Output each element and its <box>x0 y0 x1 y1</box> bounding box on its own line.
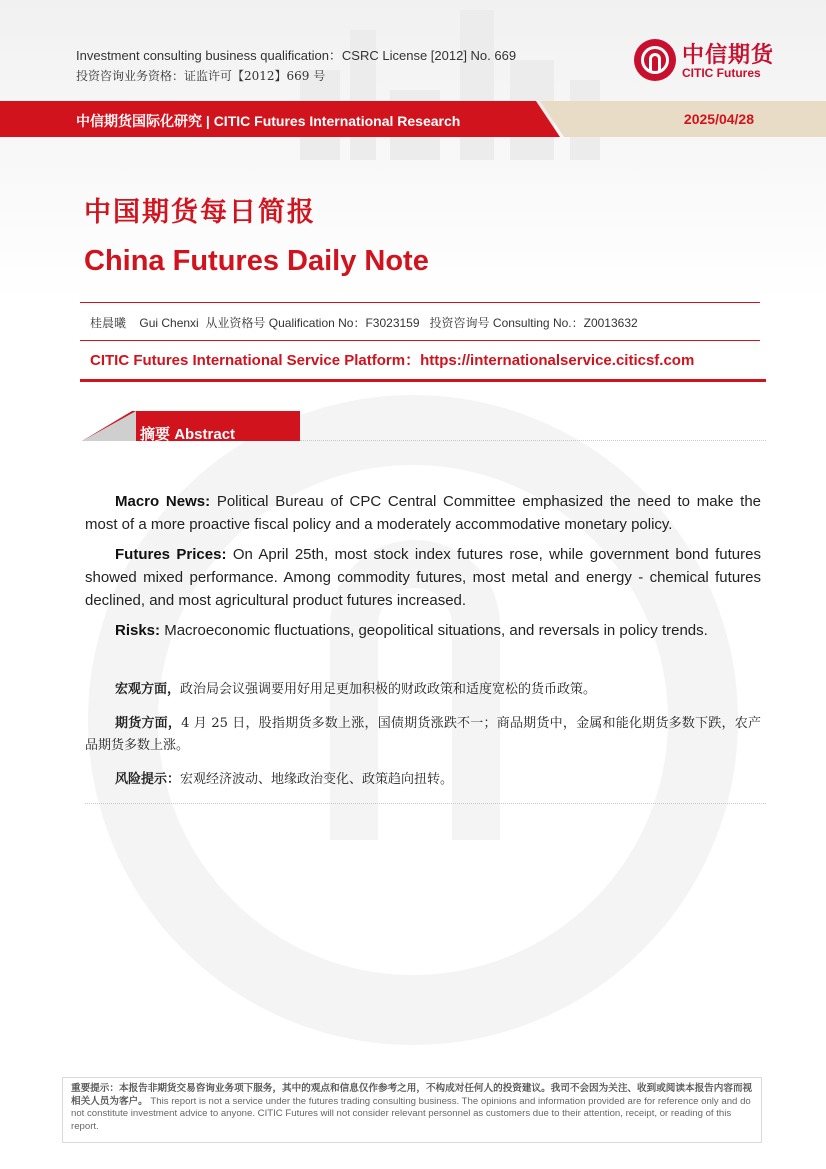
abstract-english <box>85 490 761 649</box>
page-title-cn: 中国期货每日简报 <box>84 197 316 228</box>
consulting-label-cn: 投资咨询号 <box>429 316 490 330</box>
logo-text-en: CITIC Futures <box>682 66 761 80</box>
thick-divider <box>80 379 766 382</box>
disclaimer-box <box>62 1077 762 1143</box>
page-title-en: China Futures Daily Note <box>84 245 429 277</box>
paragraph <box>85 490 761 536</box>
banner-label-cn: 中信期货国际化研究 <box>76 114 202 130</box>
paragraph <box>85 619 761 642</box>
qualification-en: Investment consulting business qualification：CSRC License [2012] No. 669 <box>76 48 517 63</box>
paragraph <box>85 769 761 791</box>
paragraph-text: 4 月 25 日，股指期货多数上涨，国债期货涨跌不一；商品期货中，金属和能化期货多数下跌，农产品期货多数上涨。 <box>85 716 761 753</box>
citic-logo-icon <box>634 39 676 81</box>
author-name-en: Gui Chenxi <box>139 316 199 330</box>
paragraph-text: Political Bureau of CPC Central Committee emphasized the need to make the most of a more proactive fiscal policy and a moderately accommodative monetary policy. <box>85 493 762 533</box>
paragraph-text: 宏观经济波动、地缘政治变化、政策趋向扭转。 <box>180 772 454 787</box>
paragraph-label: 期货方面， <box>115 716 182 731</box>
report-date: 2025/04/28 <box>683 111 754 127</box>
qualification-label-cn: 从业资格号 <box>205 316 266 330</box>
logo-text-cn: 中信期货 <box>682 43 775 68</box>
research-banner <box>0 101 826 137</box>
dotted-divider <box>85 803 766 804</box>
qualification-cn: 投资咨询业务资格：证监许可【2012】669 号 <box>76 69 326 83</box>
paragraph-text: On April 25th, most stock index futures rose, while government bond futures showed mixed performance. Among commodity futures, most metal and energy - chemical futures declined, and most agricultural product futures increased. <box>85 546 761 609</box>
qualification-number: Qualification No：F3023159 <box>268 316 420 330</box>
abstract-heading-en: Abstract <box>174 426 236 443</box>
banner-label <box>76 111 460 131</box>
paragraph-text: Macroeconomic fluctuations, geopolitical situations, and reversals in policy trends. <box>160 622 708 639</box>
divider <box>80 340 760 341</box>
paragraph-label: 宏观方面， <box>115 682 181 697</box>
abstract-heading-cn: 摘要 <box>140 425 171 443</box>
author-line <box>90 314 638 331</box>
paragraph <box>85 543 761 612</box>
paragraph-label: Futures Prices: <box>115 546 227 563</box>
disclaimer-en: This report is not a service under the futures trading consulting business. The opinions and information provided are for reference only and do not constitute investment advice to anyone. CITIC Futures will not consider relevant personnel as customers due to their attention, receipt, or reading of this report. <box>71 1095 751 1132</box>
consulting-number: Consulting No.：Z0013632 <box>492 316 638 330</box>
paragraph <box>85 679 761 701</box>
paragraph-text: 政治局会议强调要用好用足更加积极的财政政策和适度宽松的货币政策。 <box>180 682 597 697</box>
paragraph-label: Macro News: <box>115 493 211 510</box>
abstract-heading <box>140 423 235 444</box>
abstract-tab <box>82 411 300 441</box>
divider <box>80 302 760 303</box>
disclaimer-cn: 重要提示：本报告非期货交易咨询业务项下服务，其中的观点和信息仅作参考之用，不构成对任何人的投资建议。我司不会因为关注、收到或阅读本报告内容而视相关人员为客户。 <box>71 1083 753 1107</box>
citic-logo <box>634 38 784 84</box>
service-platform-link[interactable]: CITIC Futures International Service Platform：https://internationalservice.citicsf.com <box>90 352 695 369</box>
paragraph <box>85 713 761 757</box>
author-name-cn: 桂晨曦 <box>90 316 127 330</box>
paragraph-label: 风险提示： <box>115 772 181 787</box>
banner-label-en: | CITIC Futures International Research <box>205 113 461 129</box>
abstract-chinese <box>85 679 761 803</box>
paragraph-label: Risks: <box>115 622 161 639</box>
dotted-divider <box>300 440 766 441</box>
